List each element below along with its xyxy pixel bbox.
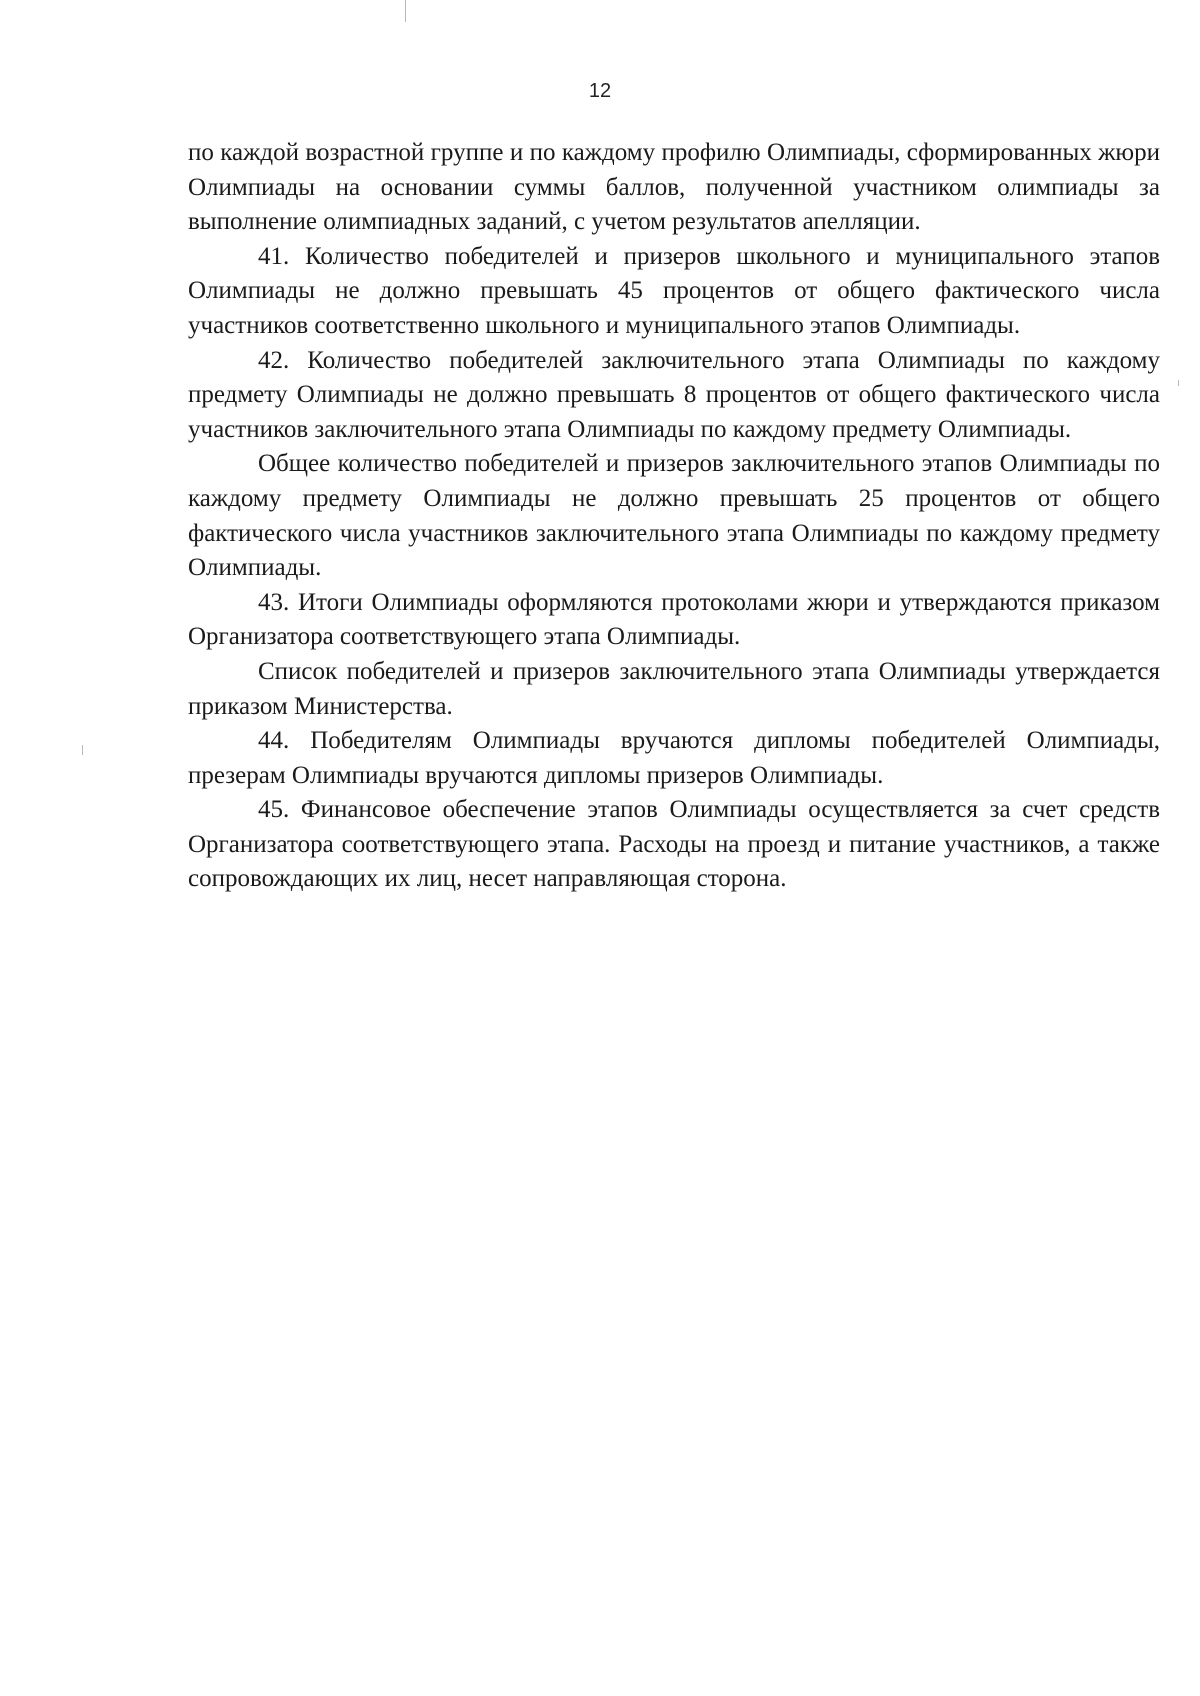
paragraph-43-list: Список победителей и призеров заключительного этапа Олимпиады утверждается приказом Министерства.	[188, 657, 1160, 720]
paragraph-42-total: Общее количество победителей и призеров заключительного этапов Олимпиады по каждому предмету Олимпиады не должно превышать 25 процентов от общего фактического числа участников заключительного этапа Олимпиады по каждому предмету Олимпиады.	[188, 450, 1160, 582]
scan-artifact-left	[82, 745, 83, 755]
document-body	[188, 136, 1160, 897]
paragraph-42: 42. Количество победителей заключительного этапа Олимпиады по каждому предмету Олимпиады не должно превышать 8 процентов от общего фактического числа участников заключительного этапа Олимпиады по каждому предмету Олимпиады.	[188, 346, 1160, 443]
paragraph-44: 44. Победителям Олимпиады вручаются дипломы победителей Олимпиады, презерам Олимпиады вручаются дипломы призеров Олимпиады.	[188, 727, 1160, 789]
paragraph-41: 41. Количество победителей и призеров школьного и муниципального этапов Олимпиады не должно превышать 45 процентов от общего фактического числа участников соответственно школьного и муниципального этапов Олимпиады.	[188, 242, 1160, 339]
paragraph-45: 45. Финансовое обеспечение этапов Олимпиады осуществляется за счет средств Организатора соответствующего этапа. Расходы на проезд и питание участников, а также сопровождающих их лиц, несет направляющая сторона.	[188, 796, 1160, 893]
scan-artifact-top	[405, 0, 406, 22]
scan-artifact-right	[1178, 380, 1179, 386]
paragraph-43: 43. Итоги Олимпиады оформляются протоколами жюри и утверждаются приказом Организатора соответствующего этапа Олимпиады.	[188, 588, 1160, 651]
page-number: 12	[588, 80, 612, 102]
paragraph-continuation: по каждой возрастной группе и по каждому профилю Олимпиады, сформированных жюри Олимпиады на основании суммы баллов, полученной участником олимпиады за выполнение олимпиадных заданий, с учетом результатов апелляции.	[188, 139, 1160, 236]
